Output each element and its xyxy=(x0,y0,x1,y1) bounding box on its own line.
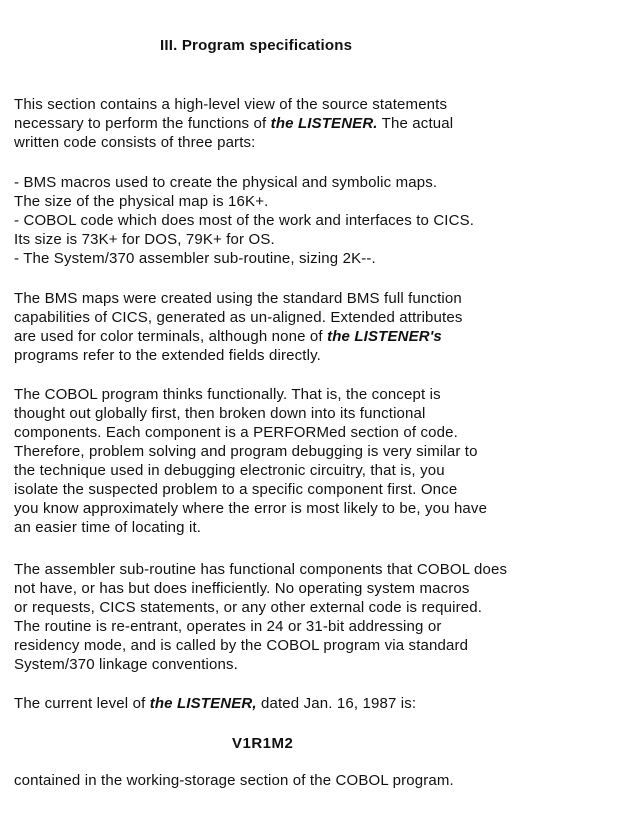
parts-list xyxy=(14,173,474,268)
cobol-line-5: the technique used in debugging electronic circuitry, that is, you xyxy=(14,462,445,479)
intro-line-1: This section contains a high-level view of the source statements xyxy=(14,96,448,113)
assembler-line-5: residency mode, and is called by the COBOL program via standard xyxy=(14,637,469,654)
version-label: V1R1M2 xyxy=(232,735,294,752)
section-heading: III. Program specifications xyxy=(160,37,353,54)
assembler-paragraph xyxy=(14,560,507,674)
listener-name: the LISTENER, xyxy=(149,695,257,712)
bms-line-1: The BMS maps were created using the standard BMS full function xyxy=(14,290,462,307)
cobol-paragraph xyxy=(14,385,487,537)
closing-paragraph xyxy=(14,771,454,790)
cobol-line-2: thought out globally first, then broken down into its functional xyxy=(14,405,426,422)
parts-line-3: - COBOL code which does most of the work and interfaces to CICS. xyxy=(14,212,475,229)
parts-line-1: - BMS macros used to create the physical and symbolic maps. xyxy=(14,174,438,191)
assembler-line-6: System/370 linkage conventions. xyxy=(14,656,238,673)
bms-line-3-pre: are used for color terminals, although none of xyxy=(14,328,328,345)
current-level-paragraph xyxy=(14,694,416,713)
current-level-post: dated Jan. 16, 1987 is: xyxy=(256,695,417,712)
intro-paragraph xyxy=(14,95,453,152)
cobol-line-1: The COBOL program thinks functionally. That is, the concept is xyxy=(14,386,441,403)
bms-line-2: capabilities of CICS, generated as un-aligned. Extended attributes xyxy=(14,309,463,326)
assembler-line-1: The assembler sub-routine has functional components that COBOL does xyxy=(14,561,508,578)
assembler-line-2: not have, or has but does inefficiently. No operating system macros xyxy=(14,580,470,597)
assembler-line-3: or requests, CICS statements, or any other external code is required. xyxy=(14,599,483,616)
parts-line-5: - The System/370 assembler sub-routine, sizing 2K--. xyxy=(14,250,376,267)
intro-line-2 xyxy=(14,114,453,133)
cobol-line-3: components. Each component is a PERFORMed section of code. xyxy=(14,424,458,441)
cobol-line-7: you know approximately where the error is most likely to be, you have xyxy=(14,500,488,517)
cobol-line-4: Therefore, problem solving and program debugging is very similar to xyxy=(14,443,478,460)
closing-line: contained in the working-storage section of the COBOL program. xyxy=(14,772,454,789)
intro-line-2-pre: necessary to perform the functions of xyxy=(14,115,271,132)
current-level-pre: The current level of xyxy=(14,695,150,712)
parts-line-4: Its size is 73K+ for DOS, 79K+ for OS. xyxy=(14,231,275,248)
bms-line-3 xyxy=(14,327,463,346)
cobol-line-6: isolate the suspected problem to a specific component first. Once xyxy=(14,481,458,498)
bms-line-4: programs refer to the extended fields directly. xyxy=(14,347,321,364)
intro-line-3: written code consists of three parts: xyxy=(14,134,256,151)
parts-line-2: The size of the physical map is 16K+. xyxy=(14,193,269,210)
cobol-line-8: an easier time of locating it. xyxy=(14,519,202,536)
bms-paragraph xyxy=(14,289,463,365)
listener-name: the LISTENER's xyxy=(327,328,442,345)
listener-name: the LISTENER. xyxy=(270,115,378,132)
current-level-line xyxy=(14,694,416,713)
assembler-line-4: The routine is re-entrant, operates in 24 or 31-bit addressing or xyxy=(14,618,442,635)
intro-line-2-post: The actual xyxy=(377,115,454,132)
